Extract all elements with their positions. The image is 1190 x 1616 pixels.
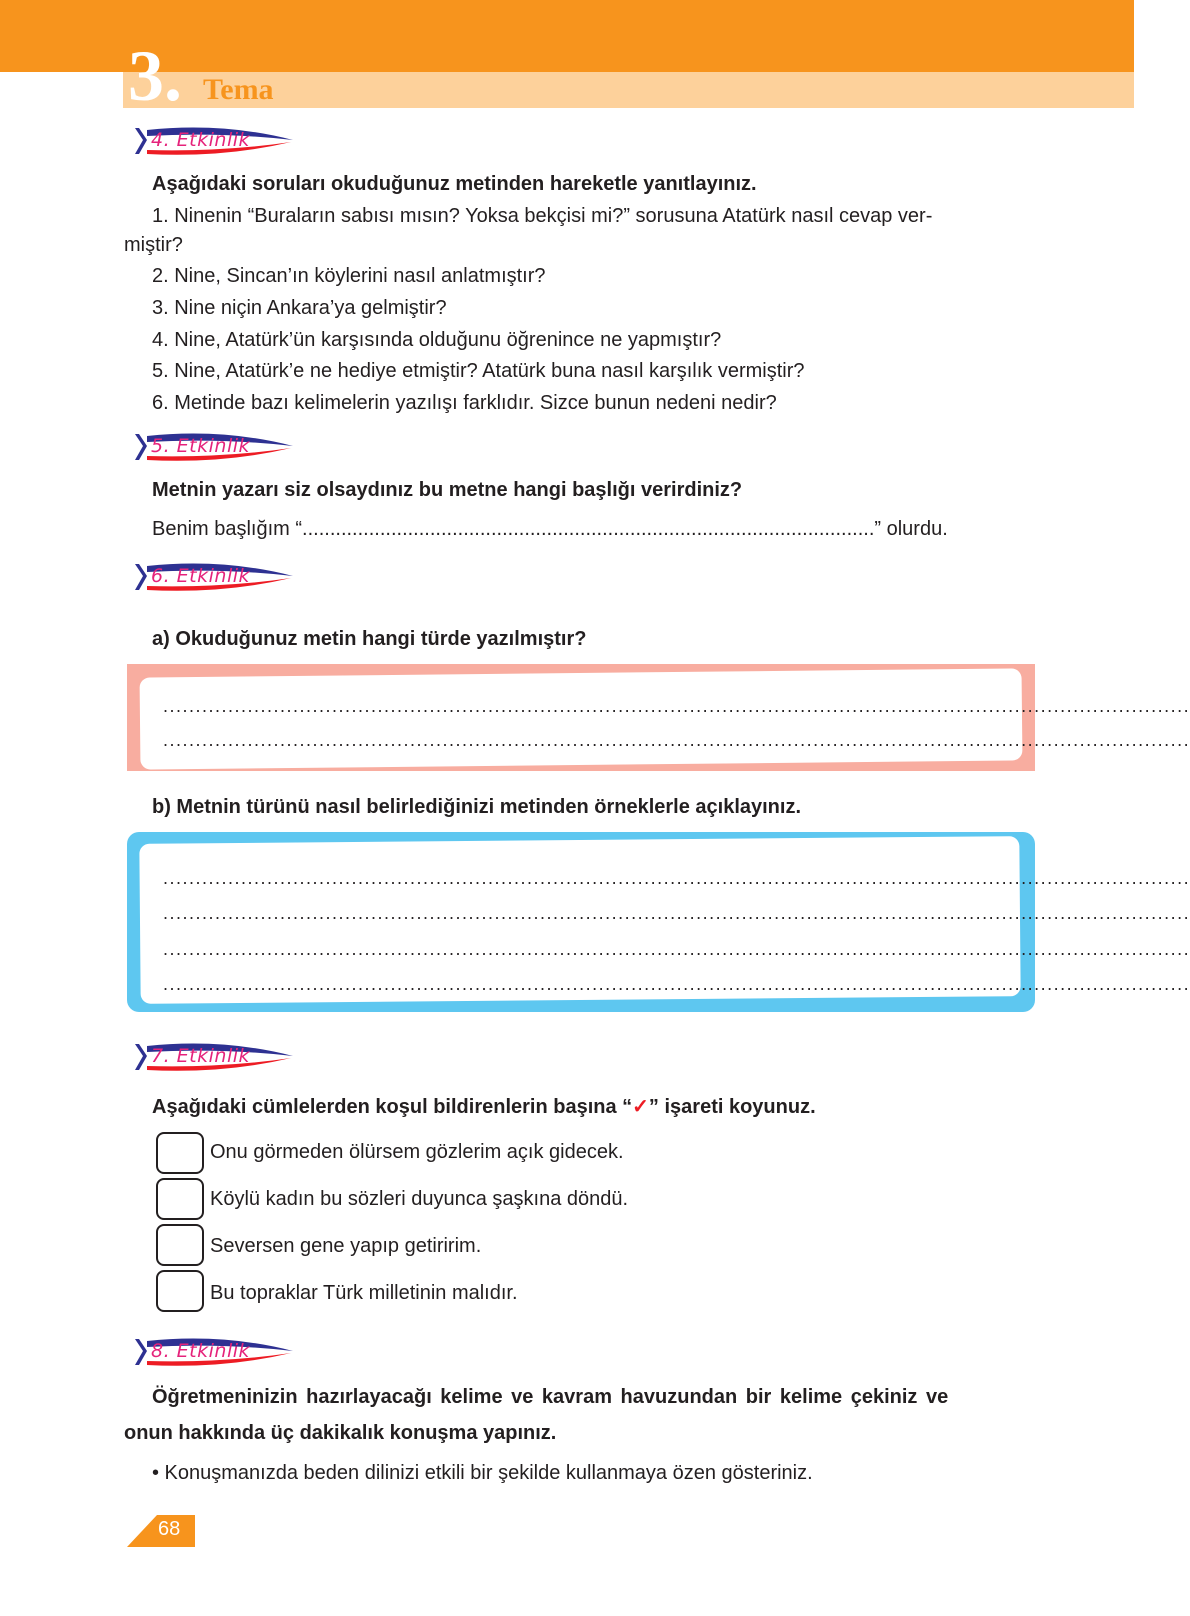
checkbox-2[interactable] [156,1178,204,1220]
check-mark-icon: ✓ [632,1096,649,1118]
answer-box-a[interactable] [140,668,1190,769]
activity-title: 5. Etkinlik [151,435,251,457]
answer-line[interactable]: .............................................................................................................................................................. [163,974,1190,994]
page-number: 68 [158,1518,181,1540]
unit-label: Tema [203,73,274,106]
activity-7-header [133,1040,303,1074]
activity-title: 7. Etkinlik [151,1045,251,1067]
question-4: 4. Nine, Atatürk’ün karşısında olduğunu öğrenince ne yapmıştır? [152,329,722,351]
activity-7-instruction [152,1095,816,1119]
question-6: 6. Metinde bazı kelimelerin yazılışı farklıdır. Sizce bunun nedeni nedir? [152,392,777,414]
checkbox-4[interactable] [156,1270,204,1312]
activity-8-instruction-line-2: onun hakkında üç dakikalık konuşma yapınız. [124,1422,557,1444]
answer-line[interactable]: .............................................................................................................................................................. [163,868,1190,888]
question-1-line-2: miştir? [124,234,183,256]
answer-line[interactable]: .............................................................................................................................................................. [163,903,1190,923]
unit-number: 3. [128,36,182,116]
question-3: 3. Nine niçin Ankara’ya gelmiştir? [152,297,447,319]
sentence-2: Köylü kadın bu sözleri duyunca şaşkına döndü. [210,1188,629,1210]
title-answer-line[interactable]: Benim başlığım “.......................................................................................................” olurdu. [152,518,948,540]
instruction-after: ” işareti koyunuz. [648,1096,816,1118]
activity-title: 6. Etkinlik [151,565,251,587]
activity-6-header [133,560,303,594]
sentence-1: Onu görmeden ölürsem gözlerim açık gidecek. [210,1141,624,1163]
activity-6-question-b: b) Metnin türünü nasıl belirlediğinizi metinden örneklerle açıklayınız. [152,796,802,818]
answer-line[interactable]: .............................................................................................................................................................. [163,730,1190,750]
activity-5-header [133,430,303,464]
activity-8-instruction-line-1: Öğretmeninizin hazırlayacağı kelime ve kavram havuzundan bir kelime çekiniz ve [152,1386,949,1408]
answer-line[interactable]: .............................................................................................................................................................. [163,939,1190,959]
question-5: 5. Nine, Atatürk’e ne hediye etmiştir? Atatürk buna nasıl karşılık vermiştir? [152,360,805,382]
activity-8-header [133,1335,303,1369]
checkbox-1[interactable] [156,1132,204,1174]
question-2: 2. Nine, Sincan’ın köylerini nasıl anlatmıştır? [152,265,546,287]
activity-5-question: Metnin yazarı siz olsaydınız bu metne hangi başlığı verirdiniz? [152,479,743,501]
activity-4-instruction: Aşağıdaki soruları okuduğunuz metinden hareketle yanıtlayınız. [152,173,757,195]
activity-6-question-a: a) Okuduğunuz metin hangi türde yazılmıştır? [152,628,587,650]
question-1-line-1: 1. Ninenin “Buraların sabısı mısın? Yoksa bekçisi mi?” sorusuna Atatürk nasıl cevap ver- [152,205,933,227]
activity-4-header [133,124,303,158]
checkbox-3[interactable] [156,1224,204,1266]
answer-line[interactable]: .............................................................................................................................................................. [163,696,1190,716]
sentence-4: Bu topraklar Türk milletinin malıdır. [210,1282,518,1304]
activity-title: 4. Etkinlik [151,129,251,151]
sentence-3: Seversen gene yapıp getiririm. [210,1235,482,1257]
tema-strip [123,72,1134,108]
activity-title: 8. Etkinlik [151,1340,251,1362]
instruction-before: Aşağıdaki cümlelerden koşul bildirenlerin başına “ [152,1096,633,1118]
activity-8-bullet: • Konuşmanızda beden dilinizi etkili bir şekilde kullanmaya özen gösteriniz. [152,1462,813,1484]
